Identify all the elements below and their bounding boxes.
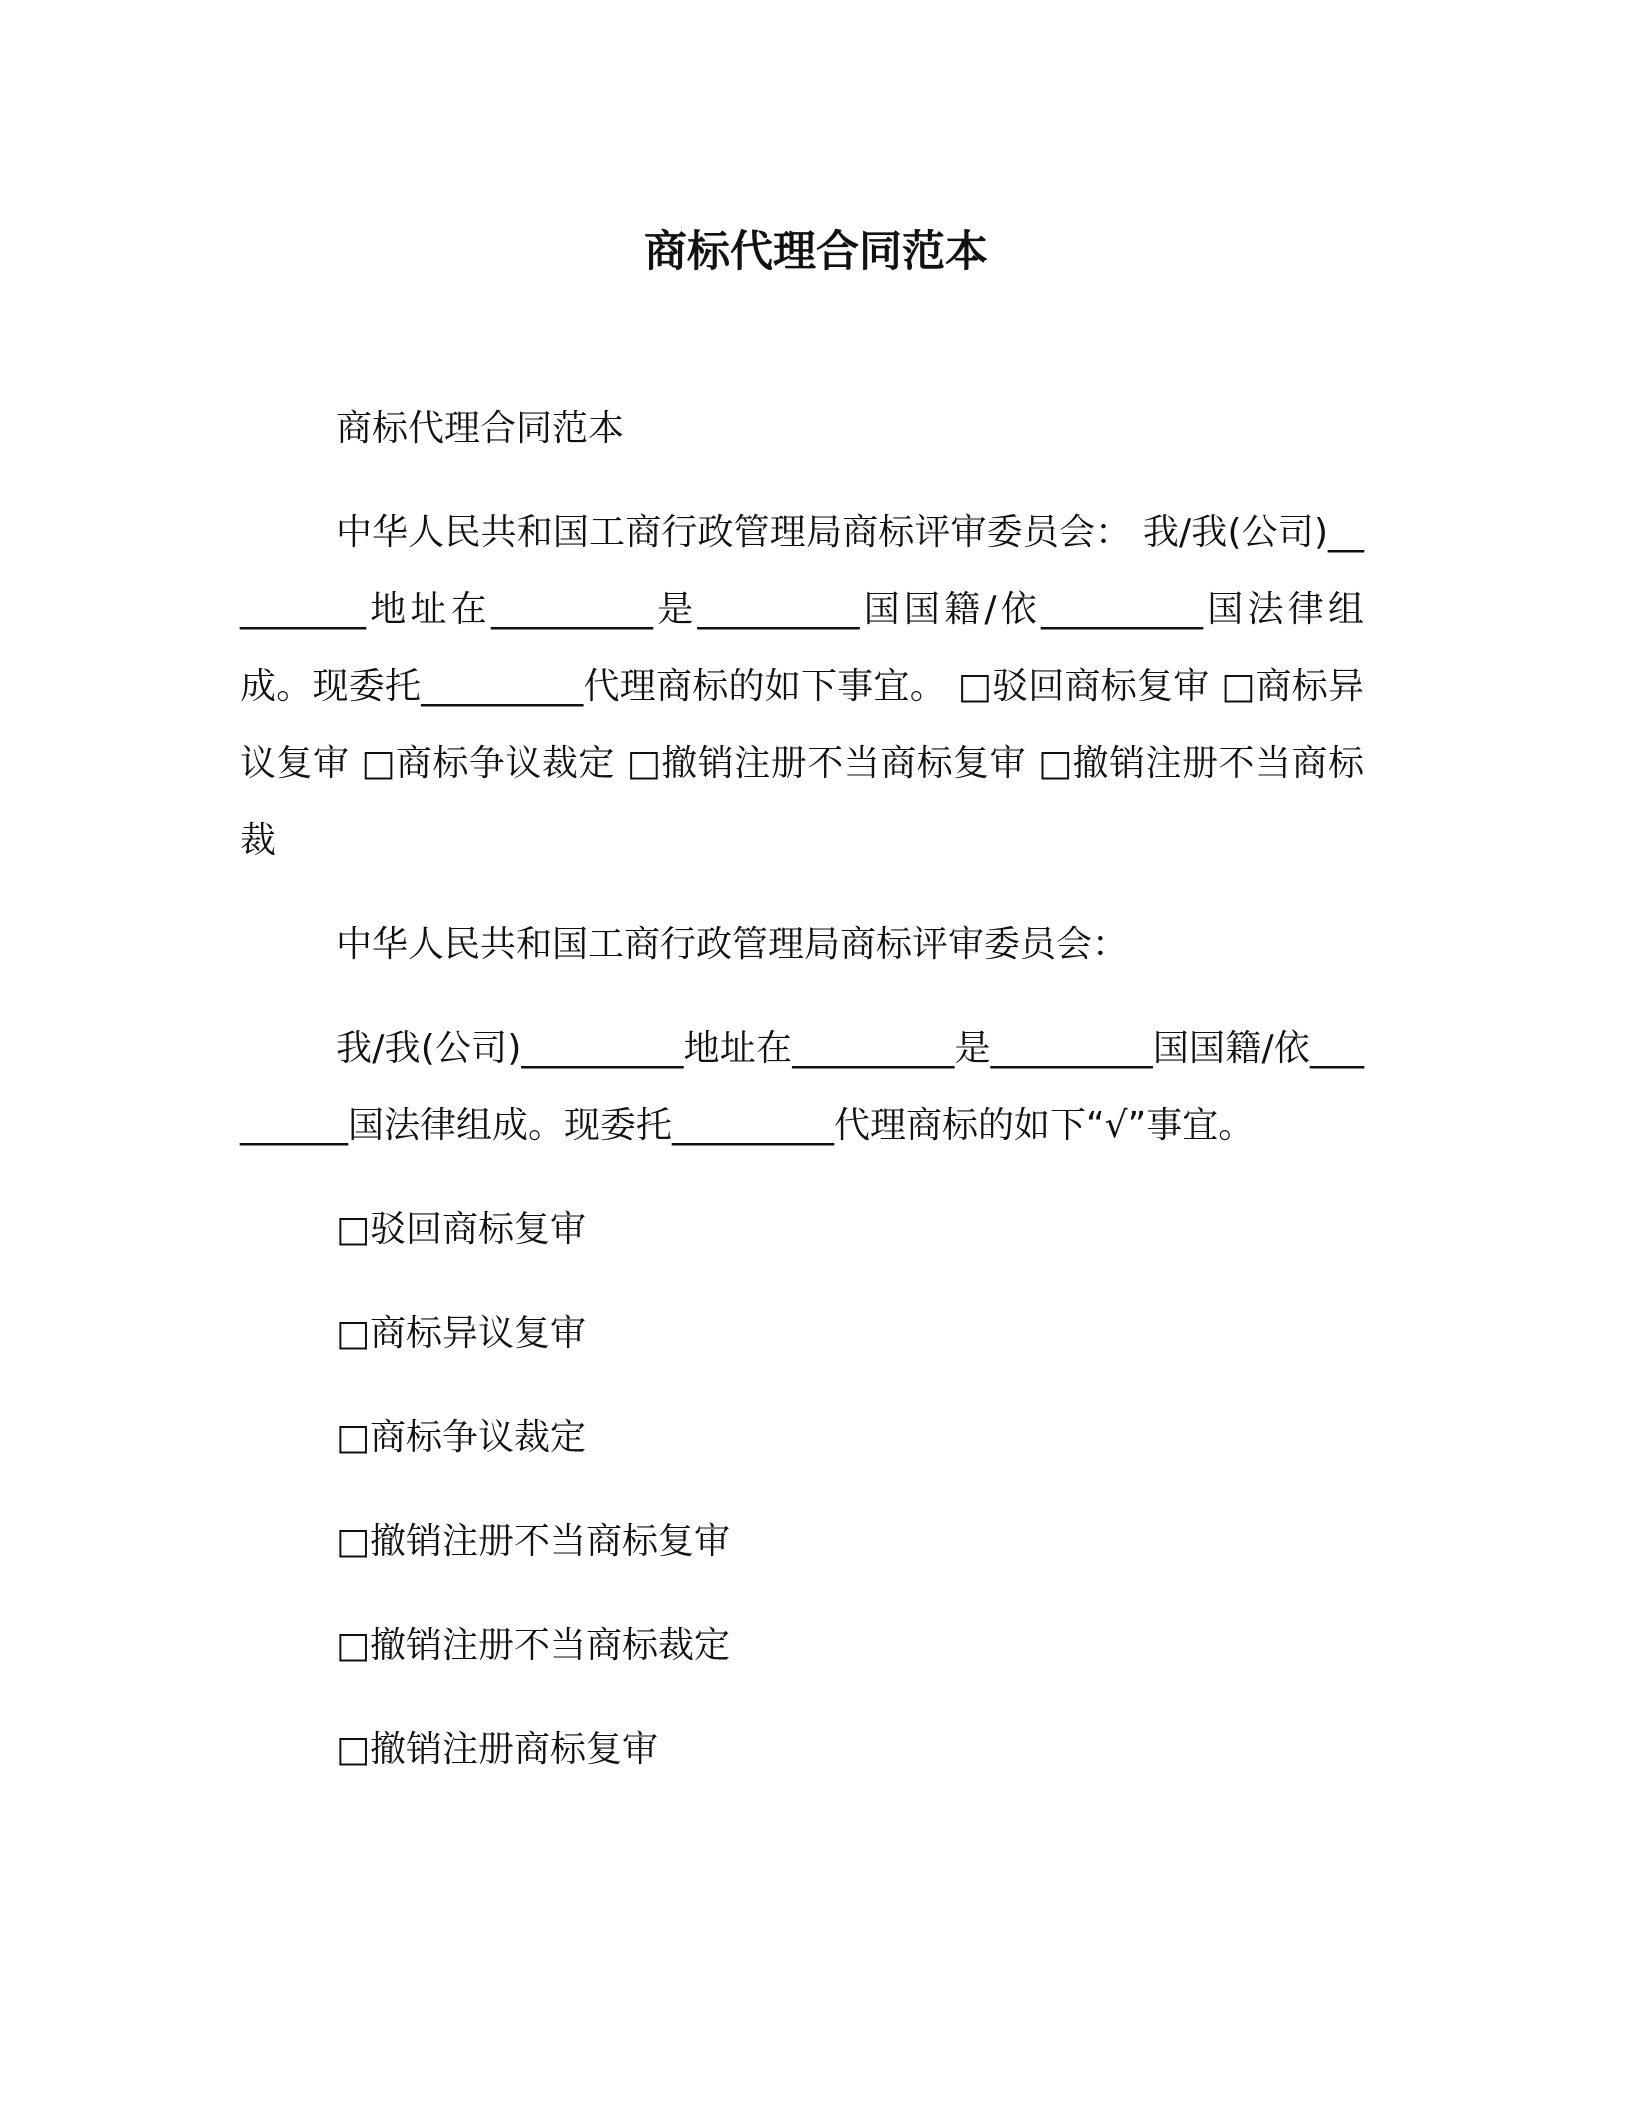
option-cancel-registered-review: □撤销注册商标复审 <box>336 1729 659 1770</box>
option-opposition-review: □商标异议复审 <box>336 1313 587 1354</box>
subtitle-paragraph: 商标代理合同范本 <box>336 408 625 449</box>
option-rejection-review: □驳回商标复审 <box>336 1209 587 1250</box>
option-cancel-improper-review: □撤销注册不当商标复审 <box>336 1521 731 1562</box>
entrust-paragraph: 我/我(公司)_________地址在_________是_________国国籍/依_________国法律组成。现委托_________代理商标的如下“√”事宜。 <box>240 1028 1364 1146</box>
document-body <box>240 390 1364 1815</box>
option-cancel-improper-ruling: □撤销注册不当商标裁定 <box>336 1625 731 1666</box>
intro-paragraph: 中华人民共和国工商行政管理局商标评审委员会： 我/我(公司)_________地址在_________是_________国国籍/依_________国法律组成。现委托_________代理商标的如下事宜。 □驳回商标复审 □商标异议复审 □商标争议裁定 □撤销注册不当商标复审 □撤销注册不当商标裁 <box>240 512 1364 861</box>
service-option-list <box>240 1191 1364 1788</box>
document-title: 商标代理合同范本 <box>644 227 988 277</box>
addressee-paragraph: 中华人民共和国工商行政管理局商标评审委员会： <box>336 924 1129 965</box>
option-dispute-ruling: □商标争议裁定 <box>336 1417 587 1458</box>
